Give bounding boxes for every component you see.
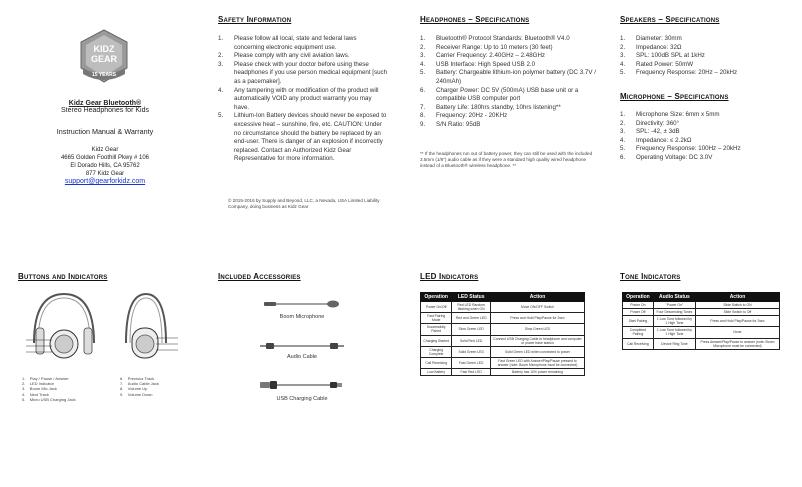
buttons-title: Buttons and Indicators [18,272,108,281]
legend-item: 6. Previous Track [120,376,155,381]
list-item: 5. Frequency Response: 20Hz – 20kHz [620,69,738,77]
table-header: Operation [623,293,654,302]
table-header: Action [695,293,779,302]
table-row: Power Off Four Descending Tones Slide Switch to Off [623,309,780,316]
list-item: 3. Carrier Frequency: 2.40GHz – 2.48GHz [420,52,546,60]
speakers-spec-list [620,35,795,78]
company-address [10,146,200,178]
logo-text-mid: GEAR [90,54,118,64]
table-header-row [421,293,585,302]
list-item: 4. USB Interface: High Speed USB 2.0 [420,60,536,68]
list-item: 6. Operating Voltage: DC 3.0V [620,153,713,161]
list-item: 5. Frequency Response: 100Hz – 20kHz [620,145,741,153]
safety-title: Safety Information [218,15,292,24]
address-line: Kidz Gear [91,147,119,153]
table-row: Fast Pairing Mode Red and Green LED Press and Hold Play/Pause for 2sec [421,313,585,324]
address-line: El Dorado Hills, CA 95762 [70,163,140,169]
microphone-spec-title: Microphone – Specifications [620,92,729,101]
product-subtitle: Stereo Headphones for Kids [61,107,149,114]
table-row: Completed Pairing 1 Low Tone followed by 1 High Tone None [623,327,780,338]
list-item: 1. Please follow all local, state and federal laws concerning electronic equipment use. [218,35,357,51]
accessory-label: Boom Microphone [279,314,325,320]
legend-item: 4. Next Track [22,391,49,397]
manual-title: Instruction Manual & Warranty [56,127,154,136]
logo-text-top: KIDZ [93,44,115,54]
list-item: 2. Receiver Range: Up to 10 meters (30 feet) [420,43,553,51]
accessory-label: Audio Cable [287,354,317,360]
table-row: Power On/Off Red LED Random flashing when ON Move ON/OFF Switch [421,302,585,313]
table-row: Call Receiving Device Ring Tone Press Answer/Play/Pause to answer (note: Boom Microphone must be connected) [623,338,780,349]
support-email-link[interactable]: support@gearforkidz.com [64,178,146,185]
legend-item: 1. Play / Pause / Answer [22,376,69,381]
list-item: 3. SPL: -42, ± 3dB [620,128,680,136]
table-header: Action [491,293,585,302]
list-item: 8. Frequency: 20Hz - 20KHz [420,112,508,120]
table-row: Low Battery Fast Red LED Battery has 10% power remaining [421,369,585,376]
legend-item: 3. Boom Mic Jack [22,386,57,392]
button-legend-right [120,376,200,397]
list-item: 4. Rated Power: 50mW [620,60,694,68]
list-item: 1. Diameter: 30mm [620,35,682,42]
table-row: Charging Started Solid Red LED Connect USB Charging Cable to headphone and computer or power base station [421,335,585,346]
list-item: 2. Directivity: 360° [620,119,680,127]
tone-table [622,292,780,350]
table-row: Power On "Power On" Slide Switch to ON [623,302,780,309]
button-legend-left [22,376,122,402]
address-line: 4665 Golden Foothill Pkwy # 106 [60,155,150,161]
table-header: Operation [421,293,452,302]
usb-cable-image [260,378,344,396]
list-item: 9. S/N Ratio: 95dB [420,120,481,128]
list-item: 6. Charger Power: DC 5V (500mA) USB base unit or a compatible USB computer port [420,86,579,103]
brand-logo [77,28,131,84]
headphones-spec-title: Headphones – Specifications [420,15,530,24]
boom-microphone-image [262,296,342,314]
headphones-spec-list [420,35,600,130]
led-title: LED Indicators [420,272,479,281]
accessory-label: USB Charging Cable [276,396,328,402]
table-row: Charging Complete Solid Green LED Solid Green LED when connected to power [421,346,585,357]
legend-item: 8. Volume Up [120,386,148,392]
address-line: 877 Kidz Gear [85,171,125,177]
brand-title: Kidz Gear Bluetooth® [68,100,142,107]
headphone-diagram [22,288,182,370]
list-item: 3. Please check with your doctor before using these headphones if you use person medical equipment [such as a pacemaker]. [218,60,388,85]
table-header: Audio Status [653,293,695,302]
accessories-title: Included Accessories [218,272,301,281]
list-item: 4. Impedance: ≤ 2.2kΩ [620,136,692,144]
table-header: LED Status [452,293,491,302]
legend-item: 7. Audio Cable Jack [120,381,159,387]
list-item: 5. Battery: Chargeable lithium-ion polymer battery (DC 3.7V / 240mAh) [420,69,596,85]
list-item: 7. Battery Life: 180hrs standby, 10hrs listening** [420,103,561,111]
copyright-note: © 2015-2016 by Supply and Beyond, LLC, a Nevada, USA Limited Liability Company, doing business as Kidz Gear [228,198,380,209]
safety-list [218,35,388,164]
speakers-spec-title: Speakers – Specifications [620,15,720,24]
tone-title: Tone Indicators [620,272,681,281]
list-item: 2. Impedance: 32Ω [620,43,682,51]
legend-item: 2. LED Indicator [22,381,55,387]
legend-item: 9. Volume Down [120,391,153,397]
list-item: 4. Any tampering with or modification of the product will automatically VOID any product warranty you may have. [218,86,379,111]
list-item: 1. Bluetooth® Protocol Standards: Bluetooth® V4.0 [420,35,570,42]
legend-item: 5. Micro USB Charging Jack [22,396,76,402]
battery-note: ** If the headphones run out of battery power, they can still be used with the included 3.5mm (1/8") audio cable as if they were a standard high quality wired headphone instead of a Bluetooth® wireless headphone. ** [420,151,593,168]
list-item: 2. Please comply with any civil aviation laws. [218,52,350,60]
table-row: Successfully Paired Slow Green LED Slow Green LED [421,324,585,335]
list-item: 1. Microphone Size: 6mm x 5mm [620,111,720,118]
table-row: Start Pairing 1 Low Tone followed by 1 High Tone Press and Hold Play/Pause for 2sec [623,316,780,327]
table-header-row [623,293,780,302]
led-table [420,292,585,376]
microphone-spec-list [620,111,795,163]
logo-years: 15 YEARS [91,72,117,78]
list-item: 5. Lithium-Ion Battery devices should never be exposed to excessive heat – sunshine, fire, etc. CAUTION: Under no circumstance should the battery be replaced by an end-user. There is danger of an explosion if incorrectly replaced. Contact an Authorized Kidz Gear Representative for more information. [218,112,387,163]
list-item: 3. SPL: 100dB SPL at 1kHz [620,52,705,60]
table-row: Call Receiving Fast Green LED Fast Green LED with Answer/Play/Pause pressed to answer (note: Boom Microphone must be connected) [421,357,585,368]
